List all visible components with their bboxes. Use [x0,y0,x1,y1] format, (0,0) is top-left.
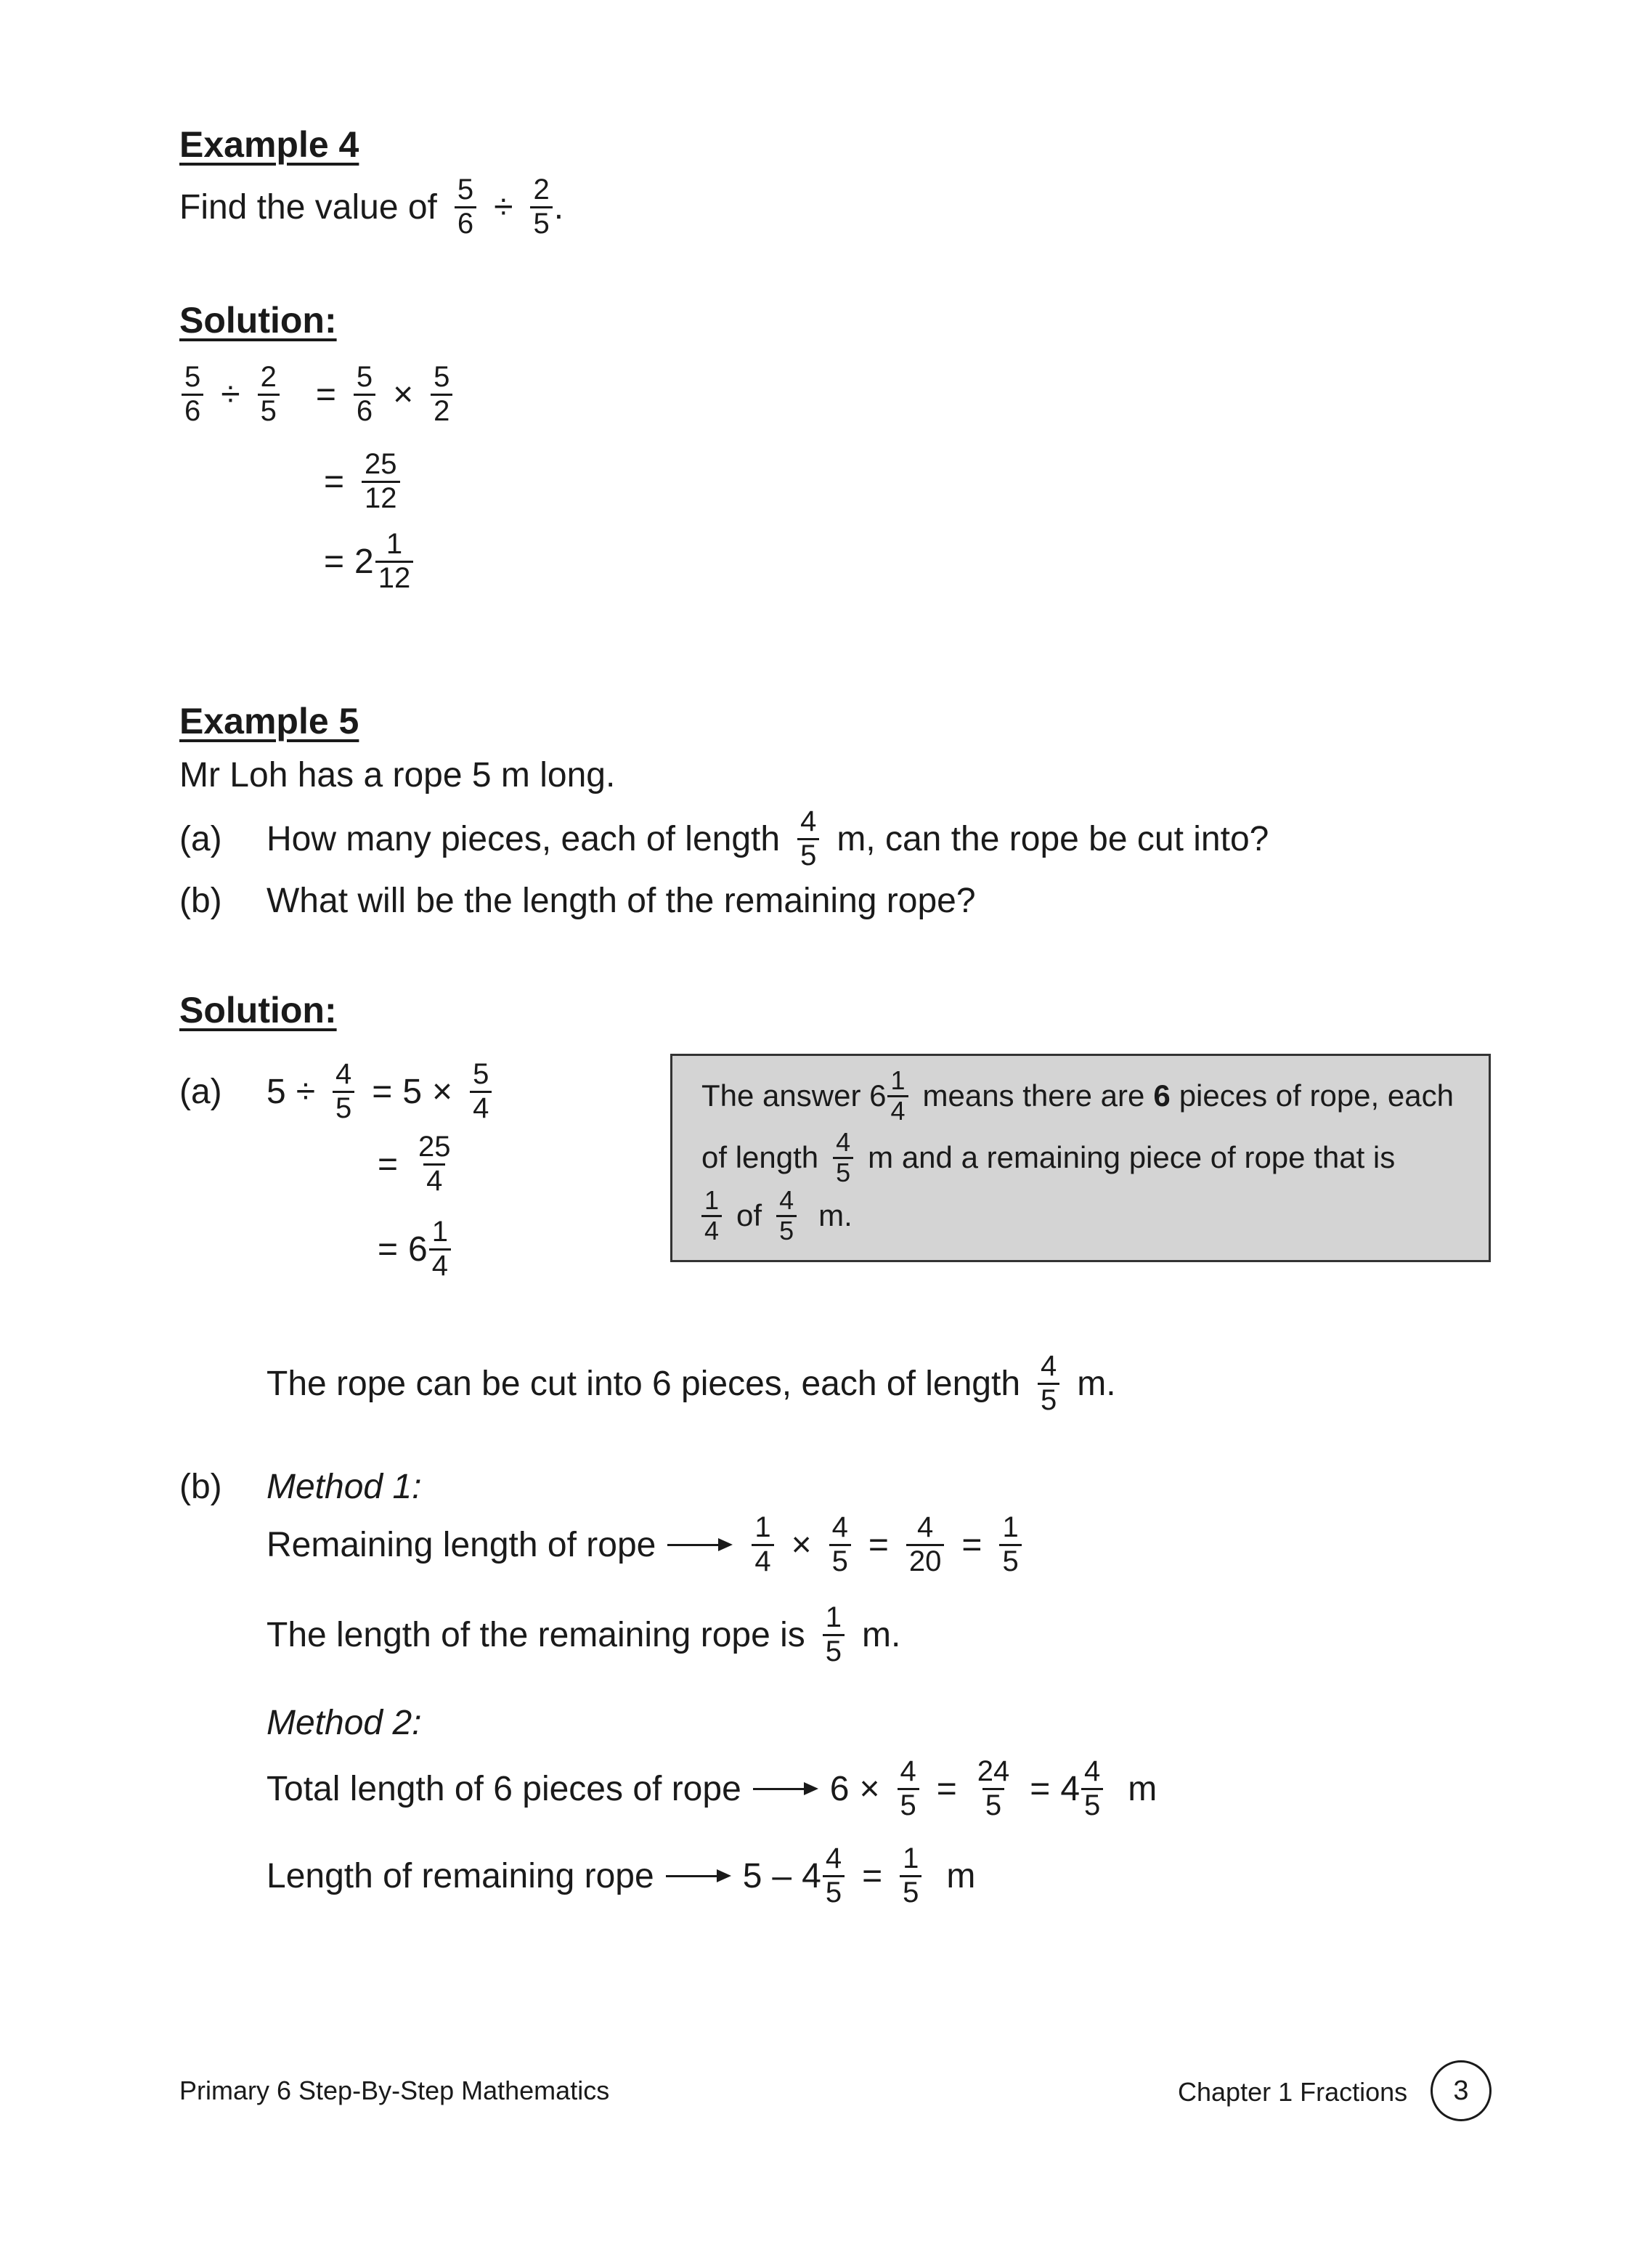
numerator: 25 [365,448,397,481]
denominator: 5 [333,1091,354,1124]
numerator: 2 [533,174,550,206]
whole-part: 2 [354,542,374,581]
numerator: 1 [754,1511,771,1544]
unit: m [946,1856,976,1895]
method-2-heading: Method 2: [266,1704,422,1742]
denominator: 12 [362,481,400,514]
part-a-conclusion [266,1336,1116,1431]
denominator: 5 [1081,1788,1103,1821]
fraction [455,174,476,239]
fraction [530,174,552,239]
method-2-line-2 [266,1829,975,1923]
equals-sign: = [315,375,336,414]
example-5-solution-heading: Solution: [179,990,337,1031]
note-text: pieces of rope, each [1179,1078,1454,1113]
fraction [333,1059,354,1123]
denominator: 6 [182,394,203,427]
question-text: m, can the rope be cut into? [837,819,1269,858]
fraction [415,1131,454,1196]
fraction [1038,1351,1059,1415]
equals-sign: = [862,1856,883,1895]
number: 6 [829,1769,850,1808]
denominator: 5 [797,838,819,871]
fraction [258,362,280,426]
mixed-number [354,529,420,593]
fraction [375,529,414,593]
equals-sign: = [1030,1769,1051,1808]
denominator: 2 [431,394,452,427]
numerator: 4 [1041,1350,1057,1383]
numerator: 2 [260,361,277,394]
numerator: 4 [779,1184,794,1215]
fraction [1081,1756,1103,1821]
numerator: 25 [418,1131,451,1163]
numerator: 1 [825,1601,842,1634]
numerator: 4 [836,1126,851,1157]
denominator: 5 [999,1544,1021,1577]
result-text: The length of the remaining rope is [266,1615,805,1654]
note-text: m and a remaining piece of rope that is [868,1140,1396,1174]
fraction [823,1843,845,1908]
whole-part: 4 [1060,1769,1081,1808]
example-4-heading: Example 4 [179,124,359,165]
number: 5 [266,1072,286,1111]
multiply-operator: × [393,375,414,414]
method-1-result [266,1588,900,1682]
fraction [701,1184,722,1245]
numerator: 1 [1002,1511,1019,1544]
mixed-number [408,1216,458,1281]
numerator: 24 [977,1755,1010,1788]
denominator: 5 [776,1215,797,1245]
fraction [823,1602,845,1667]
denominator: 5 [530,206,552,240]
example-5-heading: Example 5 [179,701,359,741]
numerator: 4 [800,805,817,838]
question-text: How many pieces, each of length [266,819,781,858]
right-arrow-icon [753,1782,818,1795]
divide-operator: ÷ [296,1072,316,1111]
mixed-number [1060,1756,1110,1821]
note-text: means there are [922,1078,1145,1113]
numerator: 1 [890,1065,906,1095]
numerator: 5 [457,174,474,206]
calc-label: Remaining length of rope [266,1525,656,1564]
example-5-question-b [179,853,976,948]
denominator: 6 [455,206,476,240]
denominator: 5 [833,1157,853,1187]
numerator: 5 [434,361,450,394]
example-5-intro: Mr Loh has a rope 5 m long. [179,756,616,794]
equals-sign: = [324,462,345,501]
fraction [999,1512,1021,1577]
page-number [1431,2060,1492,2121]
example-4-step-1 [174,347,460,442]
conclusion-text: m. [1077,1364,1116,1403]
numerator: 1 [431,1216,448,1248]
numerator: 4 [917,1511,934,1544]
denominator: 5 [1038,1383,1059,1416]
fraction [354,362,375,426]
denominator: 4 [752,1544,773,1577]
footer-book-title: Primary 6 Step-By-Step Mathematics [179,2076,610,2105]
method-2-line-1 [266,1741,1157,1836]
unit: m [1128,1769,1157,1808]
example-4-step-3 [314,514,420,609]
question-text: Find the value of [179,187,437,227]
multiply-operator: × [432,1072,453,1111]
divide-operator: ÷ [494,187,513,227]
explanation-note-box [670,1054,1491,1262]
denominator: 5 [829,1544,851,1577]
fraction [833,1126,853,1187]
note-text: of length [701,1140,819,1174]
note-text: The answer 6 [701,1078,887,1113]
fraction [898,1756,919,1821]
numerator: 4 [825,1842,842,1875]
whole-part: 6 [408,1229,428,1269]
denominator: 5 [258,394,280,427]
method-1-heading: Method 1: [266,1468,422,1506]
numerator: 4 [1084,1755,1101,1788]
result-text: m. [862,1615,901,1654]
fraction [752,1512,773,1577]
numerator: 4 [900,1755,916,1788]
note-line-3 [701,1179,853,1252]
denominator: 12 [375,561,414,594]
equals-sign: = [324,542,345,581]
numerator: 5 [356,361,373,394]
denominator: 4 [429,1248,451,1282]
part-b-label: (b) [179,1468,222,1506]
fraction [900,1843,921,1908]
equals-sign: = [378,1229,399,1269]
divide-operator: ÷ [221,375,240,414]
multiply-operator: × [791,1525,812,1564]
denominator: 5 [823,1634,845,1667]
equals-sign: = [378,1145,399,1184]
part-a-line-3 [367,1202,458,1296]
numerator: 1 [903,1842,919,1875]
equals-sign: = [961,1525,982,1564]
part-a-line-2 [367,1117,461,1211]
denominator: 5 [898,1788,919,1821]
mixed-number [802,1843,852,1908]
fraction [906,1512,945,1577]
denominator: 4 [701,1215,722,1245]
denominator: 4 [423,1163,445,1197]
calc-label: Length of remaining rope [266,1856,654,1895]
whole-part: 4 [802,1856,821,1895]
example-4-solution-heading: Solution: [179,300,337,341]
denominator: 5 [823,1875,845,1908]
footer-chapter-title: Chapter 1 Fractions [1178,2077,1408,2107]
numerator: 1 [386,528,403,561]
fraction [431,362,452,426]
example-4-question [179,160,563,254]
numerator: 1 [704,1184,720,1215]
note-text: of [736,1198,762,1232]
number: 5 [742,1856,762,1895]
equals-sign: = [936,1769,957,1808]
fraction [974,1756,1013,1821]
conclusion-text: The rope can be cut into 6 pieces, each of length [266,1364,1021,1403]
minus-operator: – [772,1856,792,1895]
denominator: 6 [354,394,375,427]
period: . [553,187,564,227]
right-arrow-icon [666,1869,731,1882]
page-number-text: 3 [1453,2075,1469,2106]
part-label: (a) [179,1072,222,1111]
method-1-calculation [266,1497,1029,1592]
fraction [470,1059,492,1123]
equals-sign: = [372,1072,393,1111]
note-text: m. [818,1198,853,1232]
question-label: (a) [179,819,222,858]
number: 5 [402,1072,423,1111]
note-bold-number: 6 [1153,1078,1171,1113]
numerator: 5 [473,1058,489,1091]
multiply-operator: × [859,1769,880,1808]
denominator: 4 [470,1091,492,1124]
fraction [829,1512,851,1577]
calc-label: Total length of 6 pieces of rope [266,1769,741,1808]
equals-sign: = [868,1525,889,1564]
fraction [429,1216,451,1281]
fraction [182,362,203,426]
fraction [362,449,400,513]
fraction [887,1067,908,1126]
numerator: 5 [184,361,201,394]
right-arrow-icon [667,1538,733,1551]
denominator: 20 [906,1544,945,1577]
question-label: (b) [179,881,222,920]
denominator: 4 [887,1095,908,1126]
fraction [776,1184,797,1245]
denominator: 5 [900,1875,921,1908]
question-text: What will be the length of the remaining rope? [266,881,976,920]
numerator: 4 [335,1058,352,1091]
denominator: 5 [982,1788,1004,1821]
numerator: 4 [831,1511,848,1544]
